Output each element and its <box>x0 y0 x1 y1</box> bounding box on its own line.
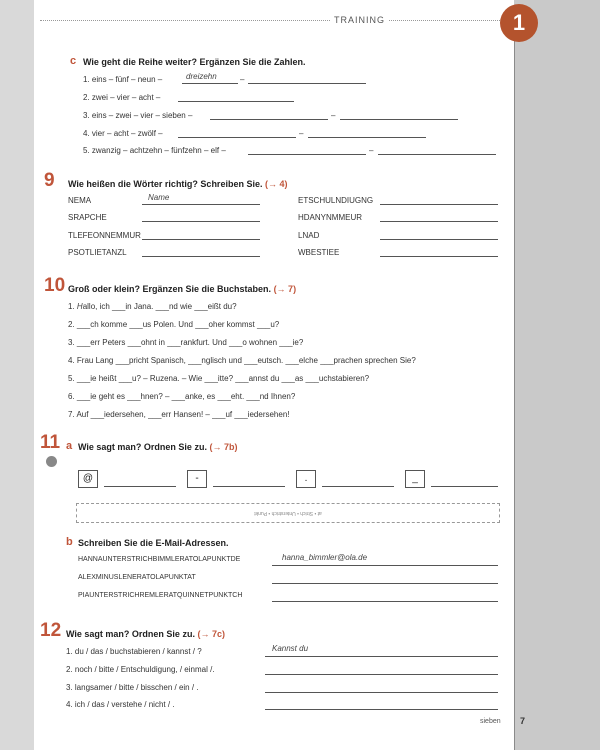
answer-line[interactable] <box>142 221 260 222</box>
answer-line[interactable] <box>265 692 498 693</box>
answer-line[interactable] <box>431 486 498 487</box>
sample-answer: hanna_bimmler@ola.de <box>282 553 368 562</box>
spelled-address: PIAUNTERSTRICHREMLERATQUINNETPUNKTCH <box>78 592 243 599</box>
scrambled-word: LNAD <box>298 231 320 240</box>
exercise-c-title: Wie geht die Reihe weiter? Ergänzen Sie die Zahlen. <box>83 57 306 67</box>
answer-line[interactable] <box>213 486 285 487</box>
answer-line[interactable] <box>340 119 458 120</box>
scrambled-word: TLEFEONNEMMUR <box>68 231 141 240</box>
section-label: TRAINING <box>330 15 389 25</box>
list-item: 4. ich / das / verstehe / nicht / . <box>66 700 175 709</box>
exercise-9-number: 9 <box>44 170 55 191</box>
exercise-11b-title: Schreiben Sie die E-Mail-Adressen. <box>78 538 229 548</box>
header-dotted-line <box>40 20 502 21</box>
scrambled-word: NEMA <box>68 196 92 205</box>
answer-line[interactable] <box>272 565 498 566</box>
page-number: 7 <box>520 716 526 726</box>
list-item: 2. noch / bitte / Entschuldigung, / einmal /. <box>66 665 215 674</box>
answer-line[interactable] <box>265 674 498 675</box>
exercise-c-letter: c <box>70 55 77 67</box>
list-item: 5. ___ie heißt ___u? – Ruzena. – Wie ___itte? ___annst du ___as ___uchstabieren? <box>68 374 370 383</box>
unit-badge: 1 <box>500 4 538 42</box>
exercise-10-title: Groß oder klein? Ergänzen Sie die Buchstaben. (→ 7) <box>68 284 297 294</box>
answer-line[interactable] <box>378 154 496 155</box>
answer-line[interactable] <box>380 204 498 205</box>
symbol-box: - <box>187 470 207 488</box>
list-item: 4. vier – acht – zwölf – <box>83 129 163 138</box>
page-edge <box>514 0 600 750</box>
exercise-9-title: Wie heißen die Wörter richtig? Schreiben Sie. (→ 4) <box>68 179 288 189</box>
list-item: 1. eins – fünf – neun – <box>83 75 163 84</box>
dash: – <box>369 146 374 155</box>
margin-line <box>514 28 515 750</box>
answer-line[interactable] <box>104 486 176 487</box>
exercise-11b-letter: b <box>66 536 73 548</box>
answer-line[interactable] <box>265 656 498 657</box>
answer-line[interactable] <box>265 709 498 710</box>
exercise-12-number: 12 <box>40 620 62 641</box>
scrambled-word: PSOTLIETANZL <box>68 248 127 257</box>
answer-line[interactable] <box>248 154 366 155</box>
answer-line[interactable] <box>178 101 294 102</box>
answer-line[interactable] <box>322 486 394 487</box>
answer-line[interactable] <box>142 239 260 240</box>
list-item: 7. Auf ___iedersehen, ___err Hansen! – ___uf ___iedersehen! <box>68 410 290 419</box>
sample-answer: Name <box>148 193 170 202</box>
audio-icon[interactable] <box>46 456 57 467</box>
scrambled-word: WBESTIEE <box>298 248 340 257</box>
list-item: 3. ___err Peters ___ohnt in ___rankfurt. Und ___o wohnen ___ie? <box>68 338 304 347</box>
answer-line[interactable] <box>272 601 498 602</box>
scrambled-word: ETSCHULNDIUGNG <box>298 196 374 205</box>
spelled-address: ALEXMINUSLENERATOLAPUNKTAT <box>78 574 196 581</box>
answer-line[interactable] <box>178 137 296 138</box>
symbol-box: @ <box>78 470 98 488</box>
answer-line[interactable] <box>380 256 498 257</box>
exercise-11-number: 11 <box>40 432 61 453</box>
list-item: 2. ___ch komme ___us Polen. Und ___oher kommst ___u? <box>68 320 280 329</box>
answer-line[interactable] <box>142 256 260 257</box>
answer-line[interactable] <box>182 83 238 84</box>
answer-line[interactable] <box>380 221 498 222</box>
spelled-address: HANNAUNTERSTRICHBIMMLERATOLAPUNKTDE <box>78 556 241 563</box>
upside-down-solution: at • Strich • Unterstrich • Punkt <box>254 510 322 516</box>
list-item: 4. Frau Lang ___pricht Spanisch, ___nglisch und ___eutsch. ___elche ___prachen sprechen Sie? <box>68 356 416 365</box>
list-item: 1. du / das / buchstabieren / kannst / ? <box>66 647 202 656</box>
answer-line[interactable] <box>248 83 366 84</box>
answer-line[interactable] <box>308 137 426 138</box>
sample-answer: H <box>76 302 83 311</box>
symbol-box: _ <box>405 470 425 488</box>
answer-line[interactable] <box>380 239 498 240</box>
list-item: 6. ___ie geht es ___hnen? – ___anke, es ___eht. ___nd Ihnen? <box>68 392 296 401</box>
list-item: 3. langsamer / bitte / bisschen / ein / . <box>66 683 199 692</box>
upside-down-solution-box <box>76 503 500 523</box>
page-word: sieben <box>480 718 501 725</box>
sample-answer: dreizehn <box>186 72 217 81</box>
exercise-10-number: 10 <box>44 275 66 296</box>
list-item: 1. Hallo, ich ___in Jana. ___nd wie ___eißt du? <box>68 302 237 311</box>
dash: – <box>331 111 336 120</box>
exercise-11a-letter: a <box>66 440 73 452</box>
sample-answer: Kannst du <box>272 644 309 653</box>
answer-line[interactable] <box>272 583 498 584</box>
exercise-12-title: Wie sagt man? Ordnen Sie zu. (→ 7c) <box>66 629 225 639</box>
symbol-box: . <box>296 470 316 488</box>
exercise-11a-title: Wie sagt man? Ordnen Sie zu. (→ 7b) <box>78 442 238 452</box>
answer-line[interactable] <box>142 204 260 205</box>
scrambled-word: HDANYNMMEUR <box>298 213 362 222</box>
answer-line[interactable] <box>210 119 328 120</box>
list-item: 2. zwei – vier – acht – <box>83 93 161 102</box>
list-item: 5. zwanzig – achtzehn – fünfzehn – elf – <box>83 146 226 155</box>
scrambled-word: SRAPCHE <box>68 213 107 222</box>
dash: – <box>299 129 304 138</box>
list-item: 3. eins – zwei – vier – sieben – <box>83 111 193 120</box>
dash: – <box>240 75 245 84</box>
